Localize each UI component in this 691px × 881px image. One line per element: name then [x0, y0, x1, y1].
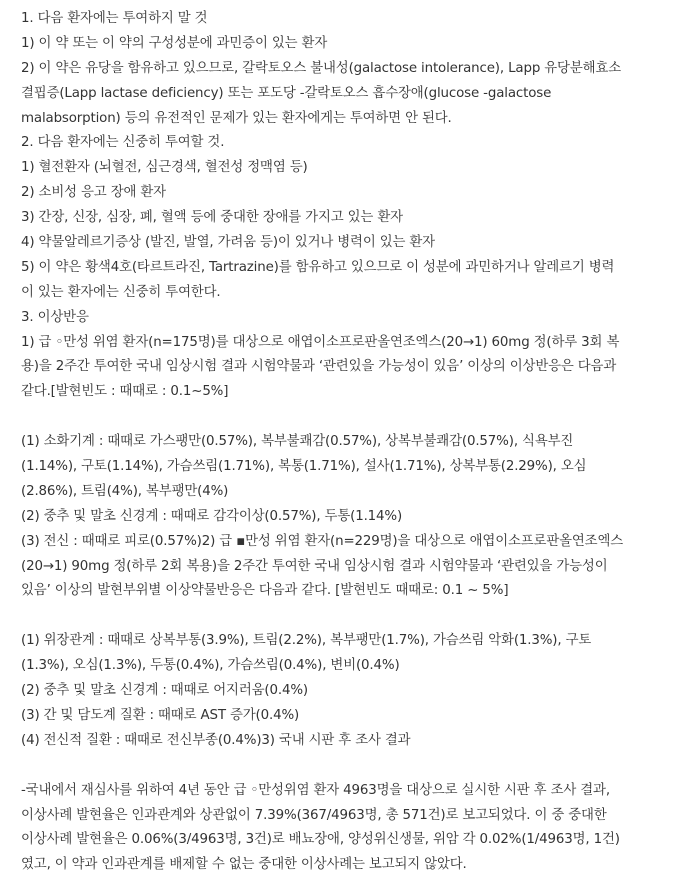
text-line: malabsorption) 등의 유전적인 문제가 있는 환자에게는 투여하면 안 된다. [21, 110, 452, 126]
text-line: 이상사례 발현율은 인과관계와 상관없이 7.39%(367/4963명, 총 571건)로 보고되었다. 이 중 중대한 [21, 807, 607, 823]
text-line: 2) 이 약은 유당을 함유하고 있으므로, 갈락토오스 불내성(galactose intolerance), Lapp 유당분해효소 [21, 60, 621, 76]
text-line: (1.3%), 오심(1.3%), 두통(0.4%), 가슴쓰림(0.4%), 변비(0.4%) [21, 658, 400, 674]
text-line: (2) 중추 및 말초 신경계 : 때때로 감각이상(0.57%), 두통(1.14%) [21, 508, 403, 524]
text-line: 2) 소비성 응고 장애 환자 [21, 185, 166, 201]
text-line: 1. 다음 환자에는 투여하지 말 것 [21, 11, 208, 26]
text-line: 3. 이상반응 [21, 309, 89, 325]
blank-line [21, 604, 681, 629]
blank-line [21, 754, 681, 779]
text-line: 같다.[발현빈도 : 때때로 : 0.1~5%] [21, 384, 229, 400]
text-line: (1) 소화기계 : 때때로 가스팽만(0.57%), 복부불쾌감(0.57%), 상복부불쾌감(0.57%), 식욕부진 [21, 434, 574, 450]
text-line: 결핍증(Lapp lactase deficiency) 또는 포도당 -갈락토오스 흡수장애(glucose -galactose [21, 85, 552, 101]
text-line: (2) 중추 및 말초 신경계 : 때때로 어지러움(0.4%) [21, 683, 308, 699]
text-line: 2. 다음 환자에는 신중히 투여할 것. [21, 135, 225, 151]
text-line: 용)을 2주간 투여한 국내 임상시험 결과 시험약물과 ‘관련있을 가능성이 있음’ 이상의 이상반응은 다음과 [21, 359, 617, 375]
text-line: 있음’ 이상의 발현부위별 이상약물반응은 다음과 같다. [발현빈도 때때로: 0.1 ~ 5%] [21, 583, 509, 599]
blank-line [21, 405, 681, 430]
text-line: 5) 이 약은 황색4호(타르트라진, Tartrazine)를 함유하고 있으므로 이 성분에 과민하거나 알레르기 병력 [21, 259, 615, 275]
text-line: (1.14%), 구토(1.14%), 가슴쓰림(1.71%), 복통(1.71%), 설사(1.71%), 상복부통(2.29%), 오심 [21, 459, 587, 475]
text-line: 이 있는 환자에는 신중히 투여한다. [21, 284, 221, 300]
text-line: -국내에서 재심사를 위하여 4년 동안 급 ◦만성위염 환자 4963명을 대상으로 실시한 시판 후 조사 결과, [21, 782, 610, 798]
text-line: 였고, 이 약과 인과관계를 배제할 수 없는 중대한 이상사례는 보고되지 않았다. [21, 857, 467, 873]
text-line: (3) 간 및 담도계 질환 : 때때로 AST 증가(0.4%) [21, 707, 300, 723]
text-line: (20→1) 90mg 정(하루 2회 복용)을 2주간 투여한 국내 임상시험 결과 시험약물과 ‘관련있을 가능성이 [21, 558, 608, 574]
text-line: (2.86%), 트림(4%), 복부팽만(4%) [21, 483, 229, 499]
text-line: (3) 전신 : 때때로 피로(0.57%)2) 급 ▪만성 위염 환자(n=229명)을 대상으로 애엽이소프로판올연조엑스 [21, 533, 624, 549]
text-line: 1) 이 약 또는 이 약의 구성성분에 과민증이 있는 환자 [21, 35, 328, 51]
text-line: 1) 혈전환자 (뇌혈전, 심근경색, 혈전성 정맥염 등) [21, 160, 308, 176]
text-line: 3) 간장, 신장, 심장, 폐, 혈액 등에 중대한 장애를 가지고 있는 환자 [21, 210, 403, 226]
text-line: (4) 전신적 질환 : 때때로 전신부종(0.4%)3) 국내 시판 후 조사 결과 [21, 732, 411, 748]
text-line: 4) 약물알레르기증상 (발진, 발열, 가려움 등)이 있거나 병력이 있는 환자 [21, 235, 435, 251]
text-line: (1) 위장관계 : 때때로 상복부통(3.9%), 트림(2.2%), 복부팽만(1.7%), 가슴쓰림 악화(1.3%), 구토 [21, 633, 592, 649]
text-line: 이상사례 발현율은 0.06%(3/4963명, 3건)로 배뇨장애, 양성위신생물, 위암 각 0.02%(1/4963명, 1건) [21, 832, 620, 848]
text-line: 1) 급 ◦만성 위염 환자(n=175명)를 대상으로 애엽이소프로판올연조엑스(20→1) 60mg 정(하루 3회 복 [21, 334, 620, 350]
